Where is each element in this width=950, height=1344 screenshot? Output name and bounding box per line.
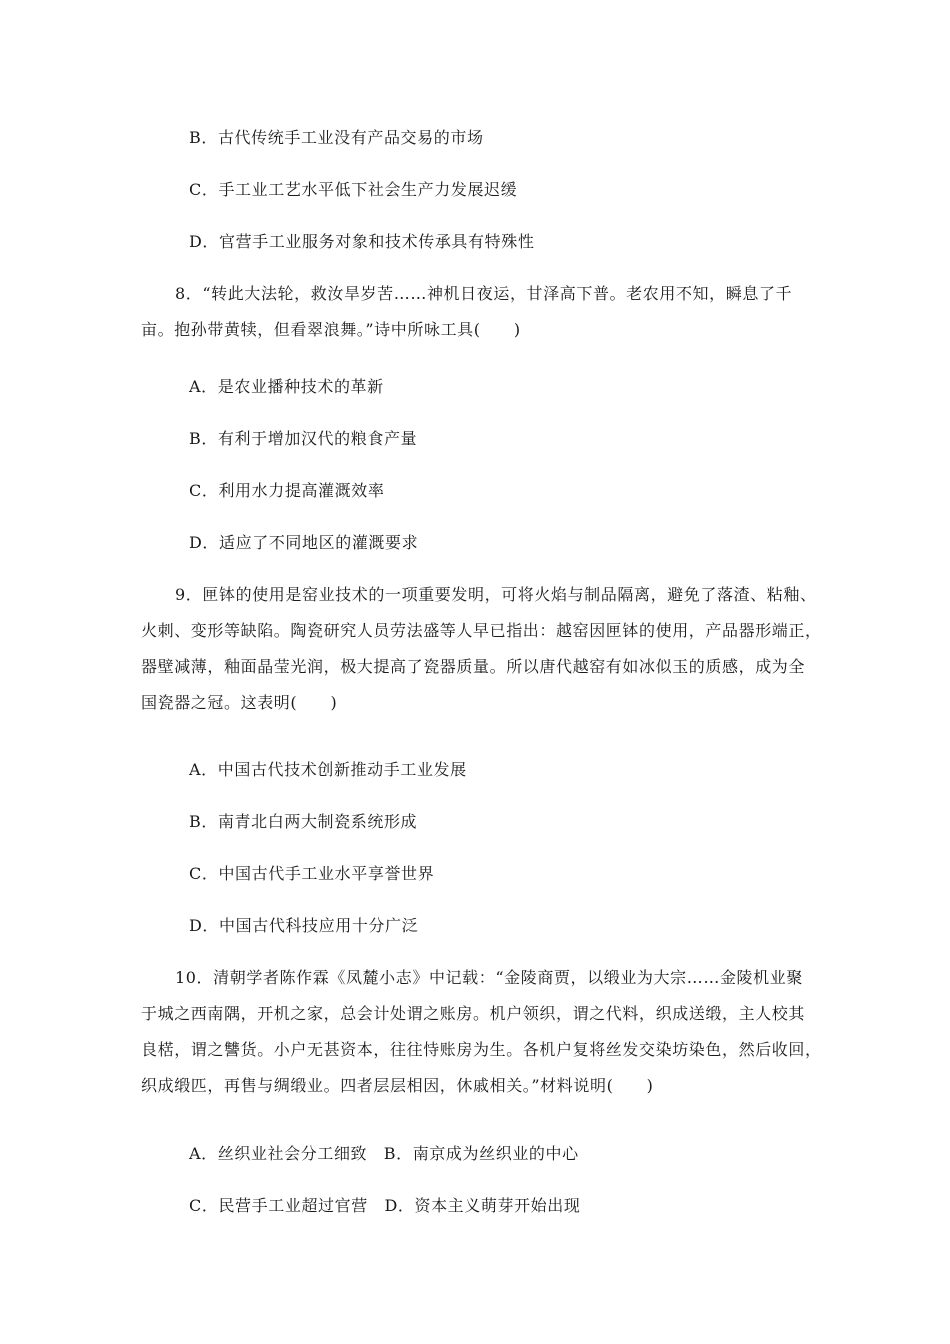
q8-option-c: C．利用水力提高灌溉效率 — [189, 481, 385, 500]
q9-option-a: A．中国古代技术创新推动手工业发展 — [189, 760, 467, 779]
q9-option-d: D．中国古代科技应用十分广泛 — [189, 916, 419, 935]
q10-stem-line: 于城之西南隅，开机之家，总会计处谓之账房。机户领织，谓之代料，织成送缎，主人校其 — [141, 1004, 806, 1023]
q7-option-d: D．官营手工业服务对象和技术传承具有特殊性 — [189, 232, 535, 251]
q9-option-c: C．中国古代手工业水平享誉世界 — [189, 864, 435, 883]
q8-stem-line: 8．“转此大法轮，救汝旱岁苦……神机日夜运，甘泽高下普。老农用不知，瞬息了千 — [175, 284, 793, 303]
q8-stem — [141, 276, 821, 348]
q10-stem — [141, 960, 821, 1104]
q8-stem-line: 亩。抱孙带黄犊，但看翠浪舞。”诗中所咏工具( ) — [141, 320, 521, 339]
q9-stem — [141, 577, 821, 721]
q8-option-b: B．有利于增加汉代的粮食产量 — [189, 429, 418, 448]
q9-option-b: B．南青北白两大制瓷系统形成 — [189, 812, 418, 831]
q9-stem-line: 国瓷器之冠。这表明( ) — [141, 693, 338, 712]
q7-option-c: C．手工业工艺水平低下社会生产力发展迟缓 — [189, 180, 518, 199]
q10-stem-line: 织成缎匹，再售与绸缎业。四者层层相因，休戚相关。”材料说明( ) — [141, 1076, 654, 1095]
q9-stem-line: 火刺、变形等缺陷。陶瓷研究人员劳法盛等人早已指出：越窑因匣钵的使用，产品器形端正， — [141, 621, 822, 640]
q10-options-cd: C．民营手工业超过官营 D．资本主义萌芽开始出现 — [189, 1196, 581, 1215]
q7-option-b: B．古代传统手工业没有产品交易的市场 — [189, 128, 484, 147]
q8-option-d: D．适应了不同地区的灌溉要求 — [189, 533, 419, 552]
q10-stem-line: 良楛，谓之讐货。小户无甚资本，往往恃账房为生。各机户复将丝发交染坊染色，然后收回， — [141, 1040, 822, 1059]
q10-options-ab: A．丝织业社会分工细致 B．南京成为丝织业的中心 — [189, 1144, 579, 1163]
q9-stem-line: 器壁减薄，釉面晶莹光润，极大提高了瓷器质量。所以唐代越窑有如冰似玉的质感，成为全 — [141, 657, 806, 676]
q9-stem-line: 9．匣钵的使用是窑业技术的一项重要发明，可将火焰与制品隔离，避免了落渣、粘釉、 — [175, 585, 817, 604]
q8-option-a: A．是农业播种技术的革新 — [189, 377, 384, 396]
q10-stem-line: 10．清朝学者陈作霖《凤麓小志》中记载：“金陵商贾，以缎业为大宗……金陵机业聚 — [175, 968, 803, 987]
